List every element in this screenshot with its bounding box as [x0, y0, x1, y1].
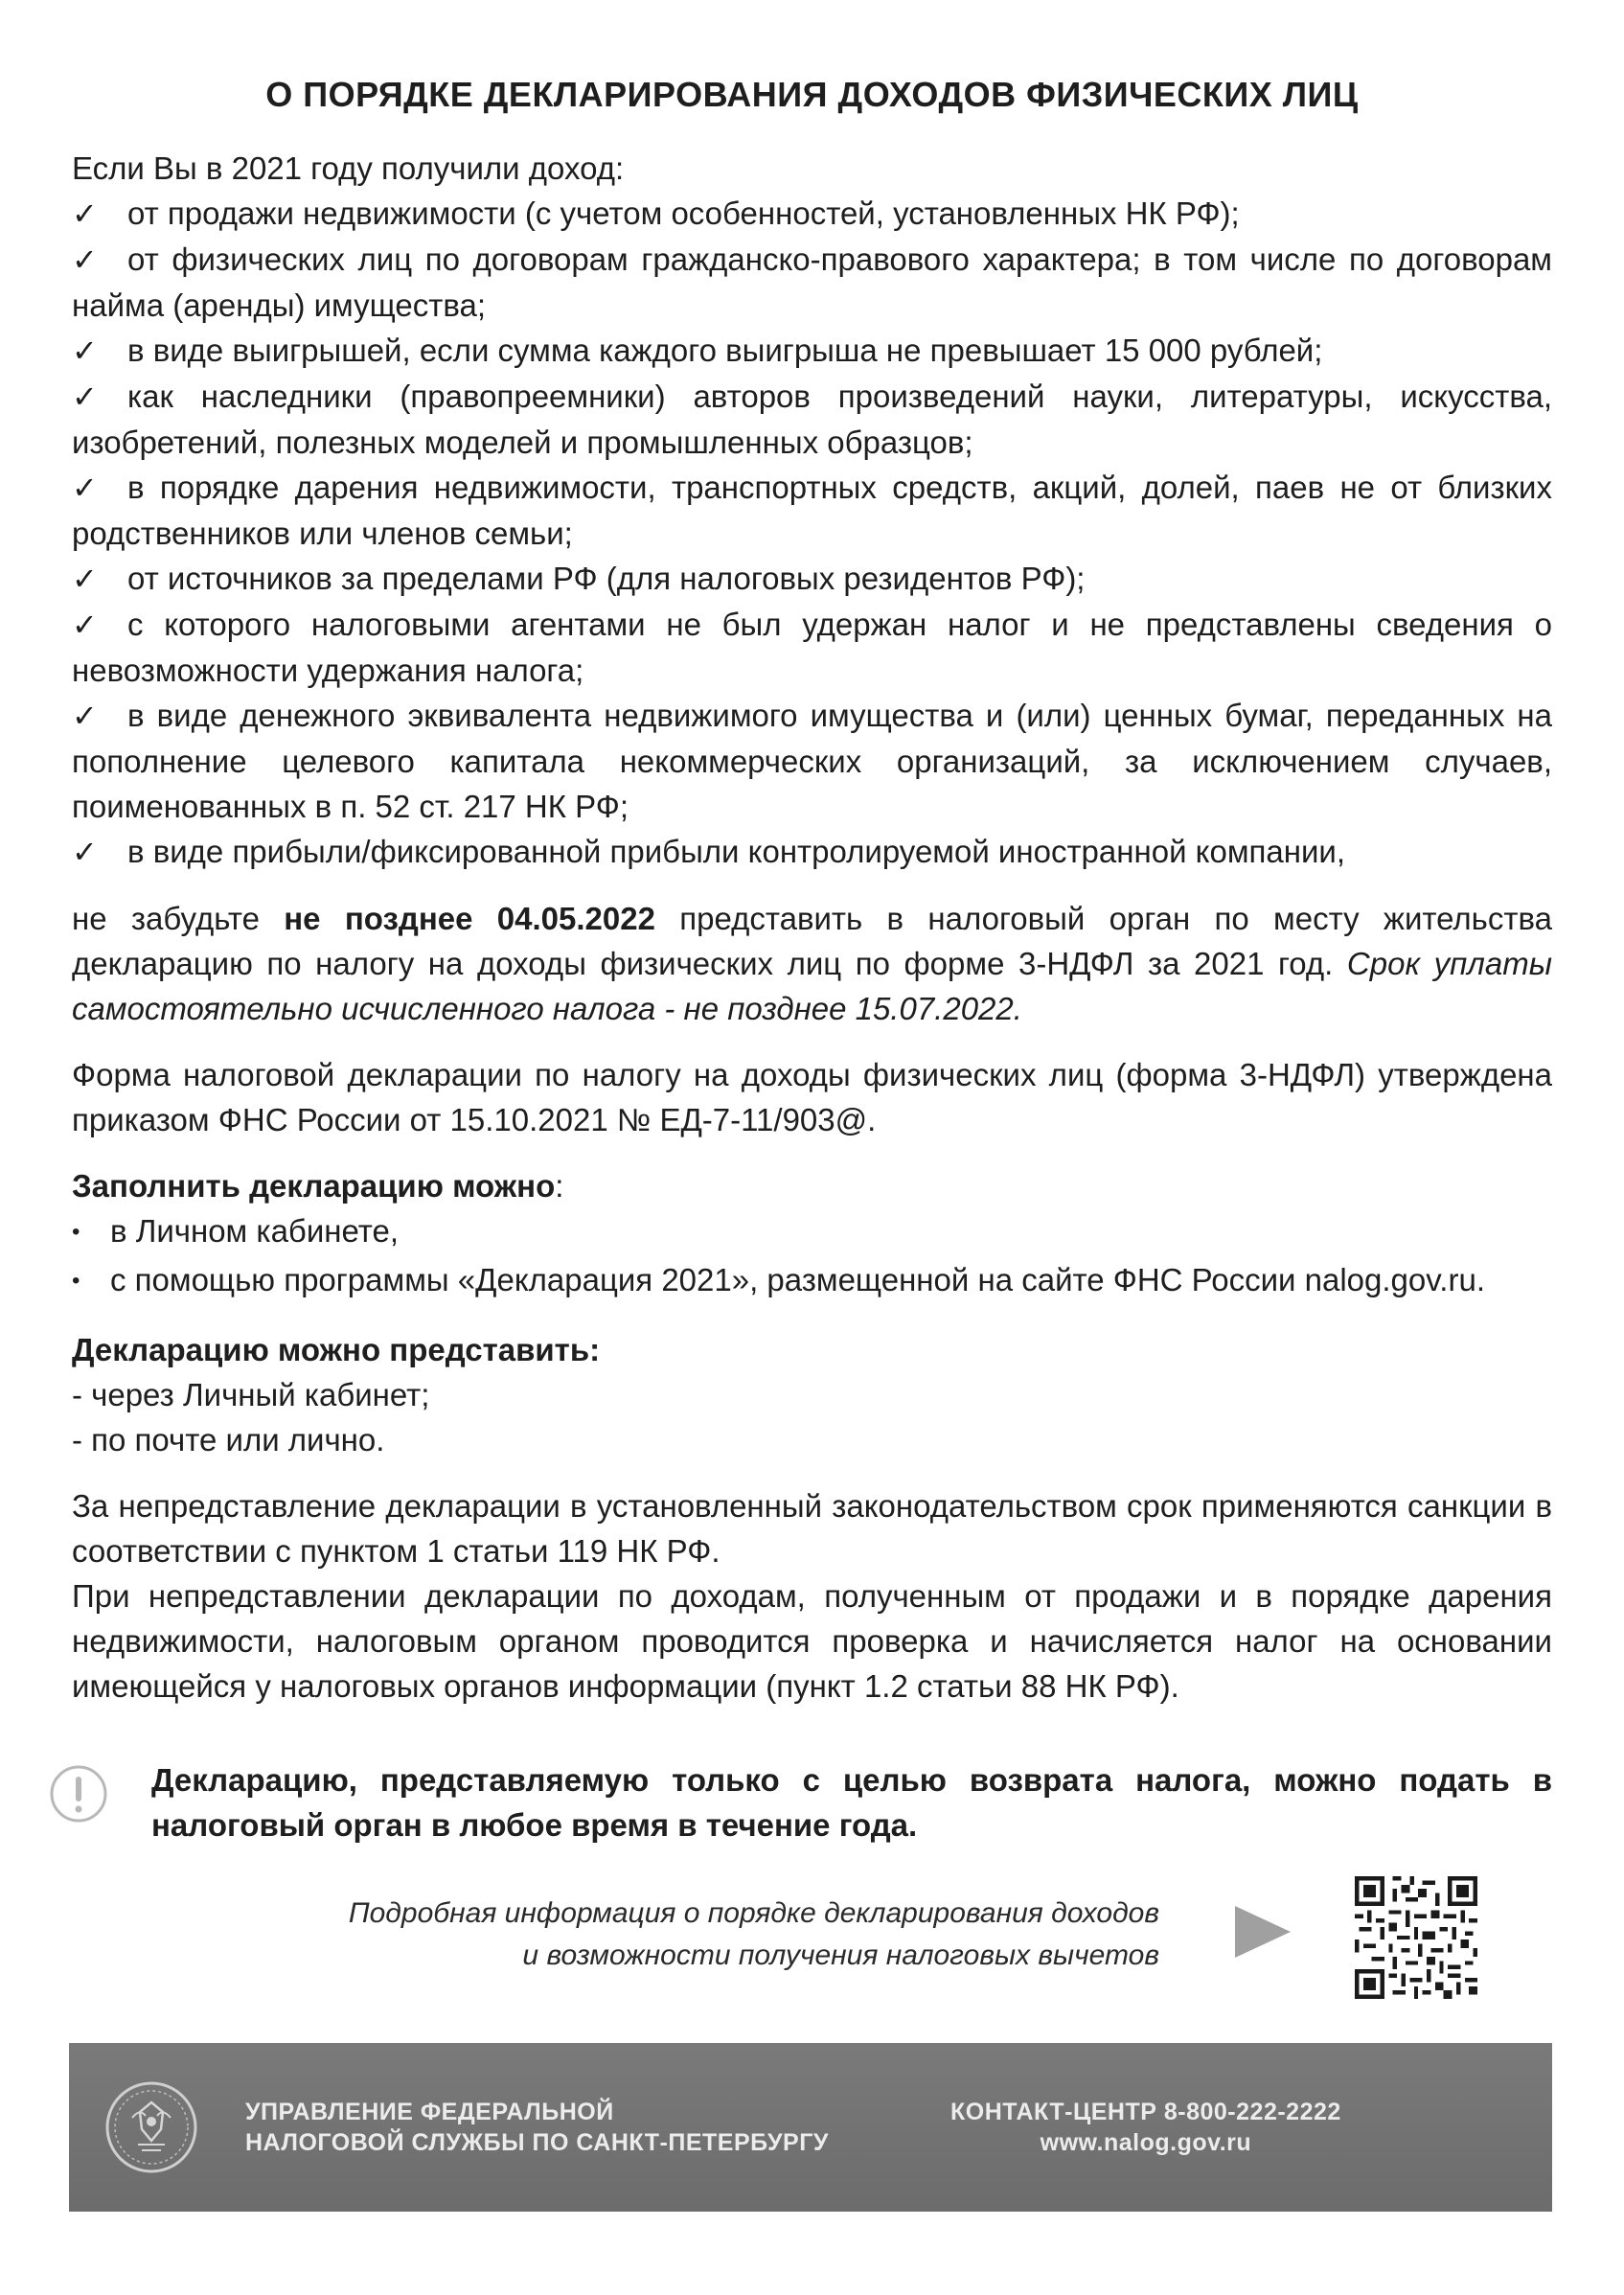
page-title: О ПОРЯДКЕ ДЕКЛАРИРОВАНИЯ ДОХОДОВ ФИЗИЧЕСКИХ ЛИЦ	[265, 75, 1359, 114]
footer-banner	[69, 2043, 1552, 2212]
more-info-line: и возможности получения налоговых вычетов	[522, 1939, 1159, 1971]
arrow-right-icon	[1231, 1900, 1294, 1963]
submit-option: - через Личный кабинет;	[72, 1377, 430, 1412]
fill-option	[72, 1257, 1552, 1306]
website-link[interactable]: www.nalog.gov.ru	[1040, 2129, 1252, 2156]
income-item	[72, 465, 1552, 556]
income-item	[72, 556, 1552, 602]
checkmark-icon: ✓	[72, 608, 98, 642]
deadline-prefix: не забудьте	[72, 901, 285, 936]
checkmark-icon: ✓	[72, 562, 98, 596]
org-name	[245, 2097, 829, 2158]
income-item	[72, 829, 1552, 875]
checkmark-icon: ✓	[72, 242, 98, 277]
income-item-text: с которого налоговыми агентами не был удержан налог и не представлены сведения о невозможности удержания налога;	[72, 607, 1552, 688]
checkmark-icon: ✓	[72, 470, 98, 505]
deadline-text: представить в налоговый орган по месту жительства декларацию по налогу на доходы физических лиц по форме 3-НДФЛ за 2021 год.	[72, 901, 1552, 981]
checkmark-icon: ✓	[72, 379, 98, 414]
income-item	[72, 191, 1552, 237]
payment-deadline: Срок уплаты самостоятельно исчисленного налога - не позднее 15.07.2022.	[72, 946, 1552, 1026]
qr-code-icon[interactable]	[1355, 1876, 1477, 1999]
contact-block	[950, 2097, 1341, 2158]
fill-heading: Заполнить декларацию можно	[72, 1168, 556, 1204]
checkmark-icon: ✓	[72, 835, 98, 869]
income-item-text: от физических лиц по договорам гражданско-правового характера; в том числе по договорам найма (аренды) имущества;	[72, 241, 1552, 323]
income-item	[72, 237, 1552, 328]
fns-emblem-icon	[103, 2079, 199, 2175]
intro-text: Если Вы в 2021 году получили доход:	[72, 150, 625, 186]
income-item	[72, 693, 1552, 829]
fill-option-label: в Личном кабинете,	[110, 1213, 400, 1249]
bullet-icon: •	[72, 1268, 80, 1294]
notice-block	[48, 1757, 1552, 1863]
deadline-date: не позднее 04.05.2022	[284, 901, 655, 936]
fill-option	[72, 1208, 1552, 1257]
submit-heading: Декларацию можно представить:	[72, 1332, 601, 1367]
income-item-text: от источников за пределами РФ (для налоговых резидентов РФ);	[127, 561, 1086, 596]
inspection-text: При непредставлении декларации по доходам, полученным от продажи и в порядке дарения недвижимости, налоговым органом проводится проверка и начисляется налог на основании имеющейся у налоговых органов информации (пункт 1.2 статьи 88 НК РФ).	[72, 1578, 1552, 1704]
income-item-text: как наследники (правопреемники) авторов произведений науки, литературы, искусства, изобретений, полезных моделей и промышленных образцов;	[72, 379, 1552, 460]
income-item	[72, 374, 1552, 465]
income-item-text: в порядке дарения недвижимости, транспортных средств, акций, долей, паев не от близких родственников или членов семьи;	[72, 470, 1552, 551]
income-item-text: в виде денежного эквивалента недвижимого имущества и (или) ценных бумаг, переданных на пополнение целевого капитала некоммерческих организаций, за исключением случаев, поименованных в п. 52 ст. 217 НК РФ;	[72, 698, 1552, 824]
deadline-paragraph	[72, 896, 1552, 1031]
income-item	[72, 328, 1552, 374]
submit-option: - по почте или лично.	[72, 1422, 385, 1457]
document-body	[72, 146, 1552, 1709]
fill-heading-colon: :	[555, 1168, 564, 1204]
checkmark-icon: ✓	[72, 196, 98, 231]
sanctions-text: За непредставление декларации в установленный законодательством срок применяются санкции в соответствии с пунктом 1 статьи 119 НК РФ.	[72, 1488, 1552, 1569]
income-item-text: в виде выигрышей, если сумма каждого выигрыша не превышает 15 000 рублей;	[127, 333, 1323, 368]
bullet-icon: •	[72, 1219, 80, 1245]
notice-text: Декларацию, представляемую только с целью возврата налога, можно подать в налоговый орган в любое время в течение года.	[151, 1762, 1552, 1843]
fill-option-label: с помощью программы «Декларация 2021», размещенной на сайте ФНС России nalog.gov.ru.	[110, 1262, 1485, 1297]
org-name-line: УПРАВЛЕНИЕ ФЕДЕРАЛЬНОЙ	[245, 2099, 614, 2125]
exclamation-icon	[48, 1763, 109, 1825]
checkmark-icon: ✓	[72, 699, 98, 733]
more-info-line: Подробная информация о порядке декларирования доходов	[348, 1897, 1159, 1929]
income-item	[72, 602, 1552, 693]
fill-heading-line	[72, 1163, 1552, 1208]
income-item-text: от продажи недвижимости (с учетом особенностей, установленных НК РФ);	[127, 195, 1240, 231]
checkmark-icon: ✓	[72, 333, 98, 368]
income-list	[72, 191, 1552, 875]
form-info: Форма налоговой декларации по налогу на доходы физических лиц (форма 3-НДФЛ) утверждена приказом ФНС России от 15.10.2021 № ЕД-7-11/903@.	[72, 1057, 1552, 1137]
contact-phone: КОНТАКТ-ЦЕНТР 8-800-222-2222	[950, 2099, 1341, 2125]
income-item-text: в виде прибыли/фиксированной прибыли контролируемой иностранной компании,	[127, 834, 1345, 869]
org-name-line: НАЛОГОВОЙ СЛУЖБЫ ПО САНКТ-ПЕТЕРБУРГУ	[245, 2129, 829, 2156]
more-info	[192, 1893, 1159, 1977]
